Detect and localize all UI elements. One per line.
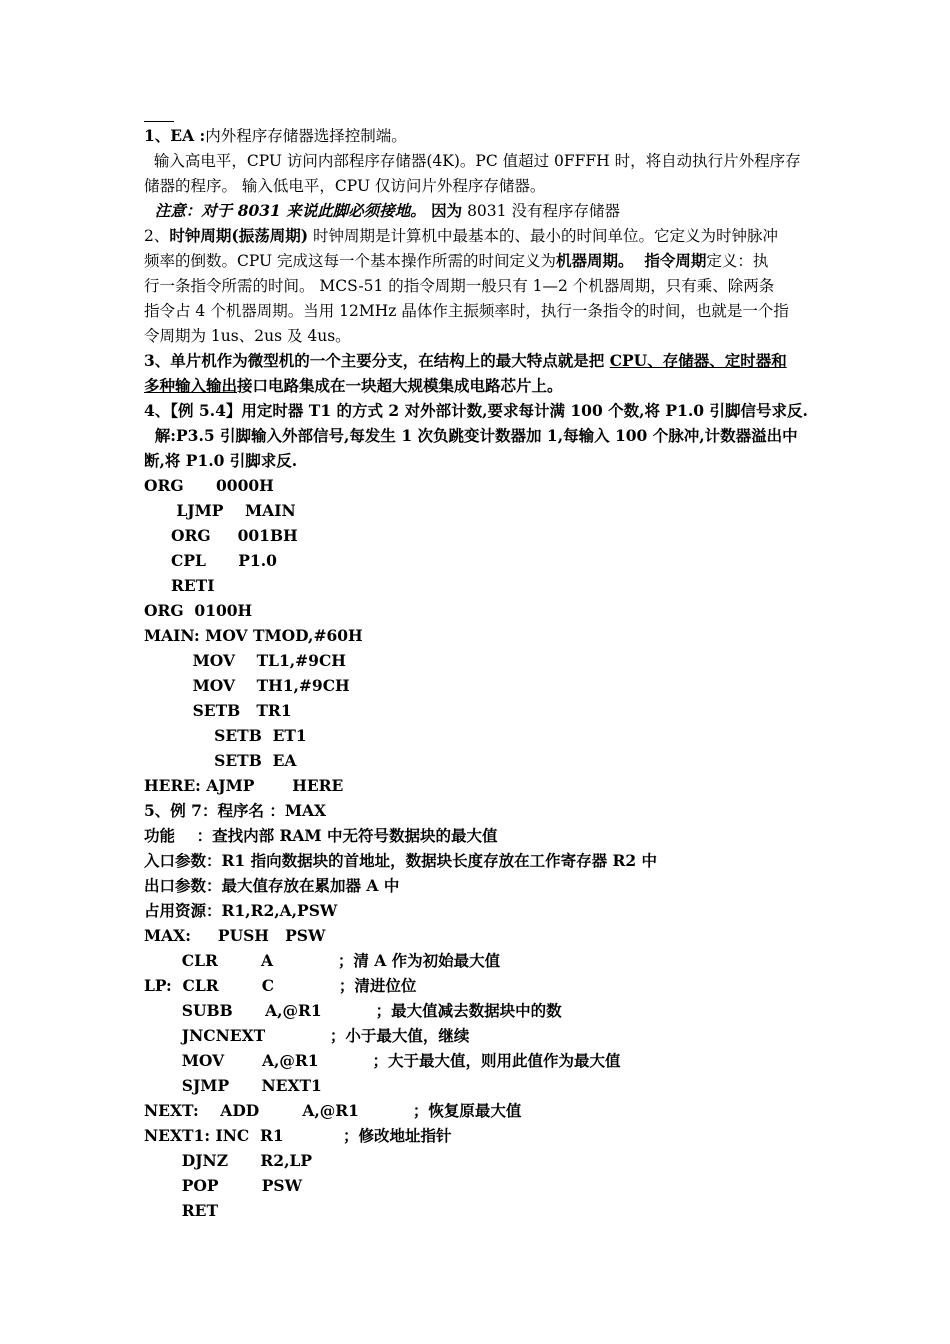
s2-l2-rest: 定义：执: [706, 252, 769, 270]
s5-line: 出口参数：最大值存放在累加器 A 中: [144, 876, 400, 895]
s5-line: 5、例 7：程序名 ：MAX: [144, 801, 327, 820]
s2-line2: [144, 251, 768, 271]
s3-l1-a: 3、单片机作为微型机的一个主要分支，在结构上的最大特点就是把: [144, 351, 610, 370]
code2-line: SJMP NEXT1: [144, 1076, 322, 1095]
s2-num: 2、: [144, 227, 170, 245]
s3-l1-underlined: CPU、存储器、定时器和: [609, 351, 787, 370]
s2-l2-a: 频率的倒数。CPU 完成这每一个基本操作所需的时间定义为: [144, 252, 557, 270]
s1-heading-rest: 内外程序存储器选择控制端。: [205, 127, 407, 145]
code1-line: MAIN: MOV TMOD,#60H: [144, 626, 363, 645]
code1-line: ORG 0000H: [144, 476, 274, 495]
code1-line: SETB EA: [144, 751, 297, 770]
code2-line: SUBB A,@R1 ；最大值减去数据块中的数: [144, 1001, 562, 1020]
code2-line: NEXT1: INC R1 ；修改地址指针: [144, 1126, 452, 1145]
s1-line2: 输入高电平，CPU 访问内部程序存储器(4K)。PC 值超过 0FFFH 时，将自动执行片外程序存: [144, 152, 801, 170]
s2-line1: [144, 226, 778, 246]
s3-line1: [144, 351, 787, 371]
code1-line: LJMP MAIN: [144, 501, 296, 520]
code2-line: LP: CLR C ；清进位位: [144, 976, 417, 995]
s4-line3: 断,将 P1.0 引脚求反.: [144, 451, 298, 470]
code2-line: DJNZ R2,LP: [144, 1151, 313, 1170]
s2-l1-rest: 时钟周期是计算机中最基本的、最小的时间单位。它定义为时钟脉冲: [308, 227, 778, 245]
code1-line: RETI: [144, 576, 215, 595]
s3-line2: [144, 376, 563, 396]
code1-line: ORG 001BH: [144, 526, 298, 545]
s5-line: 入口参数：R1 指向数据块的首地址，数据块长度存放在工作寄存器 R2 中: [144, 851, 658, 870]
code2-line: CLR A ；清 A 作为初始最大值: [144, 951, 501, 970]
code1-line: SETB TR1: [144, 701, 292, 720]
s2-line3: 行一条指令所需的时间。 MCS-51 的指令周期一般只有 1—2 个机器周期，只有乘、除两条: [144, 277, 775, 295]
code1-line: MOV TL1,#9CH: [144, 651, 346, 670]
code1-line: CPL P1.0: [144, 551, 277, 570]
s2-line5: 令周期为 1us、2us 及 4us。: [144, 327, 351, 345]
s1-line3: 储器的程序。 输入低电平，CPU 仅访问片外程序存储器。: [144, 177, 546, 195]
s1-heading-line: [144, 126, 407, 146]
s1-note-rest: 8031 没有程序存储器: [462, 202, 620, 220]
code2-line: MAX: PUSH PSW: [144, 926, 326, 945]
s4-line1: 4、【例 5.4】用定时器 T1 的方式 2 对外部计数,要求每计满 100 个数,将 P1.0 引脚信号求反.: [144, 401, 808, 420]
s2-line4: 指令占 4 个机器周期。当用 12MHz 晶体作主振频率时，执行一条指令的时间，也就是一个指: [144, 302, 789, 320]
s1-note-bold: 注意：对于 8031 来说此脚必须接地。: [144, 201, 426, 220]
s4-line2: 解:P3.5 引脚输入外部信号,每发生 1 次负跳变计数器加 1,每输入 100 个脉冲,计数器溢出中: [144, 426, 798, 445]
s1-note-because: 因为: [425, 201, 463, 220]
code2-line: NEXT: ADD A,@R1 ；恢复原最大值: [144, 1101, 522, 1120]
s5-line: 占用资源：R1,R2,A,PSW: [144, 901, 338, 920]
code1-line: SETB ET1: [144, 726, 307, 745]
s2-l2-term2: 指令周期: [633, 251, 707, 270]
code2-line: JNCNEXT ；小于最大值，继续: [144, 1026, 470, 1045]
s3-l2-underlined: 多种输入输出: [144, 376, 238, 395]
header-rule: [144, 121, 174, 122]
code1-line: ORG 0100H: [144, 601, 253, 620]
s2-term: 时钟周期(振荡周期): [169, 226, 309, 245]
code1-line: HERE: AJMP HERE: [144, 776, 344, 795]
code2-line: POP PSW: [144, 1176, 303, 1195]
s1-note-line: [144, 201, 620, 221]
s3-l2-b: 接口电路集成在一块超大规模集成电路芯片上。: [237, 376, 563, 395]
code2-line: RET: [144, 1201, 219, 1220]
code2-line: MOV A,@R1 ；大于最大值，则用此值作为最大值: [144, 1051, 621, 1070]
s1-heading: 1、EA :: [144, 126, 206, 145]
s5-line: 功能 ：查找内部 RAM 中无符号数据块的最大值: [144, 826, 498, 845]
s2-l2-term: 机器周期。: [556, 251, 634, 270]
code1-line: MOV TH1,#9CH: [144, 676, 350, 695]
